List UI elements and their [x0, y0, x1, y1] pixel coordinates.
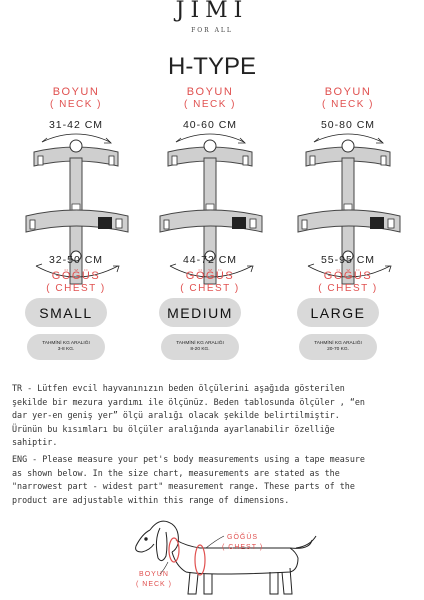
weight-range: 8-20 KG. [190, 347, 210, 352]
brand-logo: JIMI [175, 0, 249, 23]
weight-range: 3-8 KG. [57, 347, 75, 352]
instructions-en [12, 453, 412, 507]
neck-label: BOYUN [186, 86, 234, 98]
diagram-chest-label [222, 533, 263, 553]
chest-label-en: ( CHEST ) [180, 283, 240, 294]
chest-label: GÖĞÜS [185, 270, 235, 282]
text-line: sahiptir. [12, 437, 58, 447]
text-line: TR - Lütfen evcil hayvanınızın beden ölçülerini aşağıda gösterilen [12, 383, 345, 393]
diagram-neck-en: ( NECK ) [136, 581, 172, 588]
neck-label-en: ( NECK ) [322, 99, 374, 110]
weight-badge [27, 334, 105, 360]
weight-badge [161, 334, 239, 360]
chest-label: GÖĞÜS [51, 270, 101, 282]
chest-range: 44-72 CM [182, 254, 238, 266]
chest-label-en: ( CHEST ) [318, 283, 378, 294]
weight-range: 20-70 KG. [327, 347, 349, 352]
weight-label: TAHMİNİ KG ARALIĞI [314, 341, 362, 347]
diagram-chest-en: ( CHEST ) [222, 544, 264, 551]
chest-label-en: ( CHEST ) [46, 283, 106, 294]
neck-range: 31-42 CM [48, 119, 104, 131]
chest-range: 55-95 CM [320, 254, 376, 266]
diagram-chest-tr: GÖĞÜS [227, 534, 259, 541]
weight-label: TAHMİNİ KG ARALIĞI [176, 341, 224, 347]
neck-range: 50-80 CM [320, 119, 376, 131]
text-line: dar yer-en geniş yer” ölçü aralığı olacak şekilde belirtilmiştir. [12, 410, 340, 420]
diagram-neck-tr: BOYUN [139, 571, 169, 578]
text-line: şekilde bir mezura yardımı ile ölçünüz. Beden tablosunda ölçüler , “en [12, 396, 365, 407]
weight-label: TAHMİNİ KG ARALIĞI [42, 341, 90, 347]
size-badge: MEDIUM [159, 298, 241, 327]
neck-label-en: ( NECK ) [50, 99, 102, 110]
instructions-tr [12, 382, 412, 450]
neck-range: 40-60 CM [182, 119, 238, 131]
chest-range: 32-50 CM [48, 254, 104, 266]
text-line: as shown below. In the size chart, measurements are stated as the [12, 467, 340, 478]
weight-badge [299, 334, 377, 360]
neck-label: BOYUN [52, 86, 100, 98]
text-line: product are adjustable within this range of dimensions. [12, 494, 290, 505]
brand-tagline: FOR ALL [191, 27, 233, 34]
diagram-neck-label [136, 570, 172, 590]
text-line: Ürünün bu kısımları bu ölçüler aralığında ayarlanabilir özelliğe [12, 423, 335, 434]
size-badge: LARGE [297, 298, 379, 327]
neck-label: BOYUN [324, 86, 372, 98]
chest-label: GÖĞÜS [323, 270, 373, 282]
text-line: "narrowest part - widest part" measurement range. These parts of the [12, 481, 355, 491]
page-title: H-TYPE [167, 53, 256, 80]
neck-label-en: ( NECK ) [184, 99, 236, 110]
text-line: ENG - Please measure your pet's body measurements using a tape measure [12, 454, 365, 464]
size-badge: SMALL [25, 298, 107, 327]
